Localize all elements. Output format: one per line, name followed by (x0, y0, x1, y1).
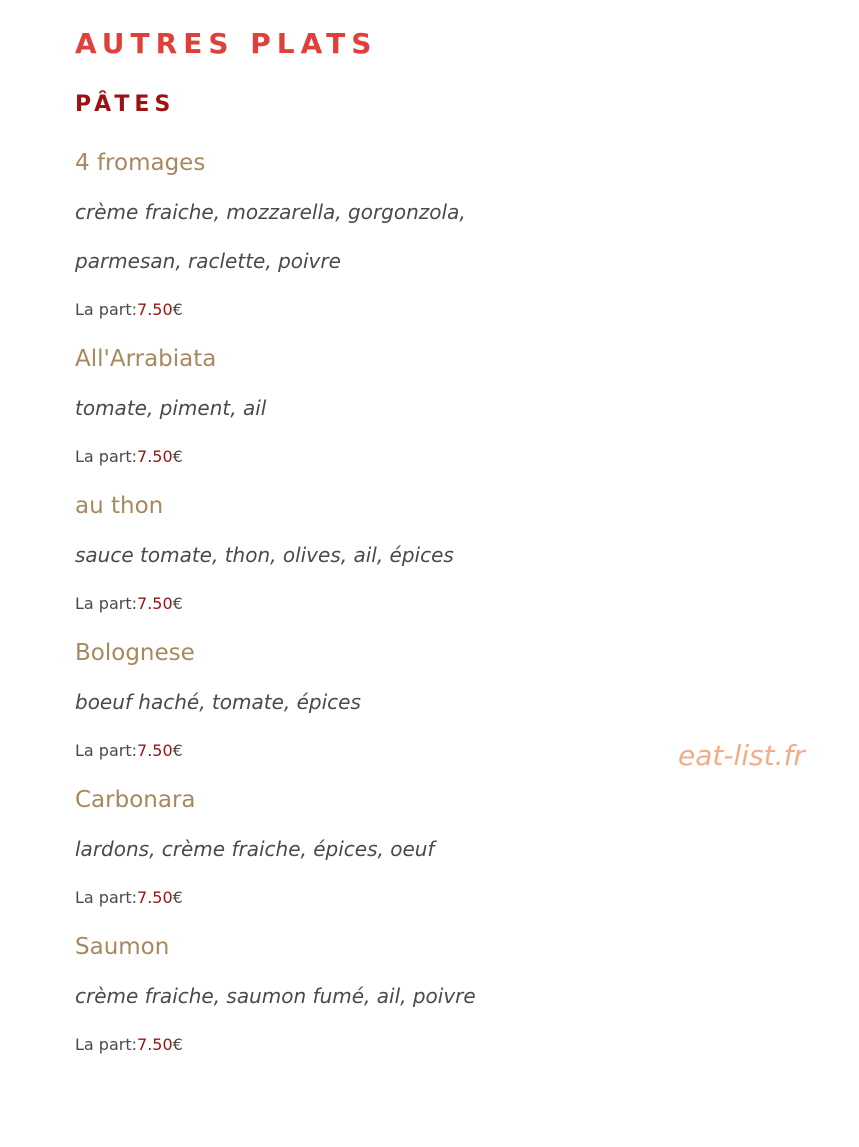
section-title: AUTRES PLATS (75, 27, 378, 60)
item-price-row (75, 295, 835, 325)
item-name: 4 fromages (75, 150, 206, 176)
price-currency: € (172, 594, 183, 613)
price-value: 7.50 (137, 888, 173, 907)
item-price-row (75, 589, 835, 619)
price-value: 7.50 (137, 447, 173, 466)
menu-item (75, 344, 835, 472)
price-value: 7.50 (137, 1035, 173, 1054)
watermark-text: eat-list.fr (678, 739, 805, 772)
price-label: La part: (75, 1035, 138, 1054)
item-description: sauce tomate, thon, olives, ail, épices (75, 543, 454, 567)
item-name: Bolognese (75, 640, 195, 666)
subsection-title: PÂTES (75, 92, 176, 117)
price-value: 7.50 (137, 300, 173, 319)
item-price-row (75, 883, 835, 913)
price-label: La part: (75, 300, 138, 319)
item-name: Saumon (75, 934, 170, 960)
price-label: La part: (75, 888, 138, 907)
item-name: All'Arrabiata (75, 346, 217, 372)
item-description: parmesan, raclette, poivre (75, 249, 341, 273)
price-label: La part: (75, 741, 138, 760)
price-label: La part: (75, 594, 138, 613)
item-name: au thon (75, 493, 164, 519)
menu-item (75, 932, 835, 1060)
item-description: boeuf haché, tomate, épices (75, 690, 361, 714)
menu-item (75, 491, 835, 619)
menu-item (75, 148, 835, 325)
price-currency: € (172, 741, 183, 760)
menu-item (75, 785, 835, 913)
item-description: lardons, crème fraiche, épices, oeuf (75, 837, 435, 861)
item-description: tomate, piment, ail (75, 396, 267, 420)
price-value: 7.50 (137, 741, 173, 760)
price-label: La part: (75, 447, 138, 466)
price-currency: € (172, 888, 183, 907)
price-currency: € (172, 447, 183, 466)
price-value: 7.50 (137, 594, 173, 613)
price-currency: € (172, 300, 183, 319)
item-description: crème fraiche, mozzarella, gorgonzola, (75, 200, 466, 224)
item-price-row (75, 442, 835, 472)
price-currency: € (172, 1035, 183, 1054)
item-price-row (75, 1030, 835, 1060)
menu-items-list (75, 148, 835, 1079)
item-description: crème fraiche, saumon fumé, ail, poivre (75, 984, 476, 1008)
item-name: Carbonara (75, 787, 196, 813)
